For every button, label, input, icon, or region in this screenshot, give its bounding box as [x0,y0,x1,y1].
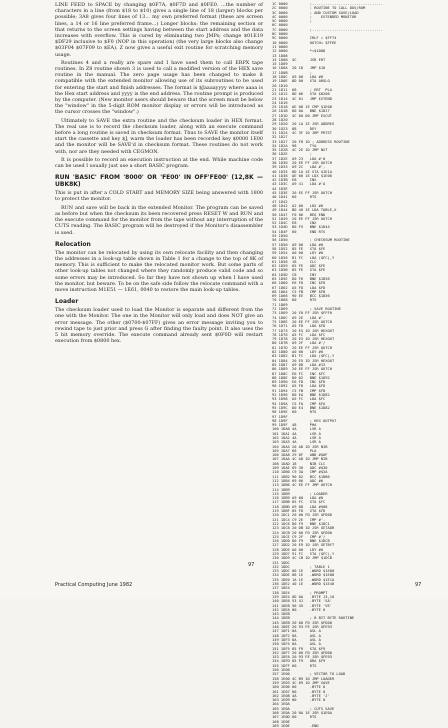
listing-line: 77 1D73 20 E5 1D JSR HEXOUT [272,328,335,333]
listing-line: 158 1E00 4C B9 1D JMP LOADER [272,676,335,681]
heading-basic-run: RUN 'BASIC' FROM '8000' OR 'FE00' IN OFF'FE00' (12,8K — UBK8K) [55,174,263,189]
listing-line: 166 1E0A 20 0A 1E JSR $1E0A [272,710,332,715]
listing-line: 92 1D96 D0 EA BNE $1D82 [272,393,330,398]
listing-line: 125 1DCE C9 2F CMP #'/ [272,534,326,539]
listing-line: 38 1D30 20 EE FF JSR OUTCH [272,160,332,165]
listing-line: 123 1DC8 20 DB 1D JSR GETADR [272,526,335,531]
listing-line: 66 1D60 E6 FD INC $FD [272,281,326,286]
listing-line: 31 1D24 4C 3F 1D JMP PRTST [272,130,332,135]
listing-line: 104 1DA4 20 AD 1D JSR NIB [272,444,328,449]
listing-line: 122 1DC6 D0 F9 BNE $1DC1 [272,521,330,526]
listing-line: 19 1D0E 8D 00 STA ARGLO [272,79,330,84]
listing-line: 46 1D41 60 RTS [272,195,317,200]
listing-line: 50 1D47 F0 06 BEQ END [272,212,326,217]
listing-line: 22 1D12 8D 06 STA $0206 [272,92,330,97]
listing-line: 167 1E0D 60 RTS [272,715,317,720]
listing-line: 55 1D50 [272,234,288,239]
listing-line: 79 1D78 20 E5 1D JSR HEXOUT [272,337,335,342]
listing-line: 87 1D8C E6 FC INC $FC [272,371,326,376]
listing-line: 42 1D3B E8 INX [272,178,317,183]
paragraph: This is put in after a COLD START and MEMORY SIZE being answered with 1800 to protect the monitor. [55,190,263,203]
listing-line: 152 1DF7 20 00 FD JSR $FD00 [272,650,332,655]
listing-line: 43 1D3C A9 41 LDA #'A [272,182,326,187]
listing-line: 85 1D87 A9 0D LDA #13 [272,362,326,367]
listing-line: 163 1E09 00 .BYTE 0 [272,698,326,703]
listing-line: 96 1D9E 60 RTS [272,410,317,415]
listing-line: 71 1D69 [272,302,288,307]
listing-line: 142 1DEA 00 .BYTE 0 [272,607,326,612]
listing-line: 67 1D62 A5 FD LDA $FD [272,285,326,290]
listing-line: 82 1D80 A0 00 LDY #0 [272,350,324,355]
listing-line: 89 1D90 E6 FD INC $FD [272,380,326,385]
listing-line: 117 1DBB 85 FC STA $FC [272,500,326,505]
listing-line: 78 1D76 A5 FC LDA $FC [272,332,326,337]
listing-line: 12 0000 *=$1D08 [272,49,326,54]
paragraph: Routines 4 and a really are spare and I have used them to call ERPX tape routines. In Z8 routine shown 3 is used to call a modified version of the HEX save routine in the manual. The zero page usage has been changed to make it compatible with the extended monitor allowing use of its subroutines to be used for entering the start and finish addresses. The format is $Jaaaayyyy where aaaa is the Hex start address and yyyy is the end address. The routine prompt is produced by the computer. (New monitor users should beware that the screen must be below the "window" in the 5-digit ROM monitor display or errors will be introduced as the cursor crosses the "window".) [55,59,263,116]
listing-line: 57 1D50 A9 00 LDA #0 [272,242,324,247]
listing-line: 146 1DEE 20 93 FE JSR $FE93 [272,625,332,630]
listing-line: 54 1D4F 60 END RTS [272,229,326,234]
listing-line: 36 1D2E ; [272,152,312,157]
listing-line: 153 1DFA 20 93 FE JSR $FE93 [272,655,332,660]
listing-line: 40 1D35 8D 1A 1E STA $1E1A [272,169,332,174]
listing-line: 110 1DB0 C9 3A CMP #$3A [272,470,328,475]
listing-line: 99 1D9F 48 PHA [272,423,317,428]
listing-line: 41 1D38 AE 06 1E LDX $1E06 [272,173,332,178]
listing-line: 149 1DF3 0A ASL A [272,637,321,642]
listing-line: 161 1E07 00 .BYTE 0 [272,689,326,694]
listing-line: 59 1D54 A0 00 LDY #0 [272,251,324,256]
listing-line: 15 1D09 [272,62,288,67]
listing-line: 34 1D2A 98 TYA [272,143,317,148]
listing-line: 3C 0000 ; AND CUSTOM SAVE/LOAD [272,10,359,15]
paragraph: RUN and save will be back in the extended Monitor. The program can be saved as before but when the checksum its been recovered press RESET W and RUN and the execute command for the monitor from the tape without any interruption of the CUTS reading. The BASIC program will be destroyed if the Monitor's disassembler is used. [55,204,263,236]
listing-line: 64 1D5D C8 INY [272,272,317,277]
listing-line: 108 1DAD 18 NIB CLC [272,461,326,466]
listing-line: 86 1D89 20 EE FF JSR OUTCH [272,367,332,372]
footer-page-number: 97 [415,582,422,588]
article-column [55,2,263,572]
paragraph: It is possible to record an execution instruction at the end. While machine code can be used I usually just use a short BASIC program. [55,156,263,170]
listing-line: 112 1DB4 69 06 ADC #6 [272,478,324,483]
listing-line: 27 1D1D 4C 00 00 JMP EXCUT [272,113,332,118]
listing-line: 10 0000 OUTCH= $FFEE [272,40,337,45]
listing-line: 97 1D9F [272,414,288,419]
listing-line: 98 1D9F ; HEX OUTPUT [272,418,337,423]
listing-line: 169 1E0E .END [272,723,319,728]
listing-line: 130 1DD9 4C CB 1D JMP $1DCB [272,556,332,561]
listing-line: 114 1DB9 [272,487,290,492]
listing-line: 62 1D59 65 FE ADC $FE [272,264,326,269]
listing-line: 29 1D20 20 1A 1E JSR ADDRES [272,122,335,127]
listing-line: 32 1D27 [272,135,288,140]
listing-line: 136 1DE2 40 1E .WORD $1E40 [272,582,335,587]
listing-line: 143 1DEB [272,612,290,617]
paragraph: The checksum loader used to load the Monitor is separate and different from the one with the Monitor. The one in the Monitor will only load and does NOT give an error message. The other ($0700-$07FF) gives an error message inviting you to rewind tape to just prior and press G after finding the faulty point. It also uses the 5 bit memory override. The execute command already sent $0F0D will restart execution from $0800 hex. [55,307,263,345]
listing-line: 84 1D84 20 E5 1D JSR HEXOUT [272,358,335,363]
listing-line: 121 1DC4 C9 2E CMP #'. [272,517,326,522]
listing-line: 154 1DFD 05 F9 ORA $F9 [272,659,326,664]
listing-line: 51 1D49 20 EE FF JSR OUTCH [272,216,332,221]
listing-line: 141 1DE8 56 45 .BYTE 'VE' [272,603,332,608]
listing-line: 68 1D64 C5 FB CMP $FB [272,289,326,294]
listing-line: 103 1DA3 4A LSR A [272,440,321,445]
column-page-number: 97 [248,562,255,568]
listing-line: 81 1D7D 20 EE FF JSR OUTCH [272,345,332,350]
listing-line: 124 1DCB 20 00 FD JSR $FD00 [272,530,332,535]
listing-line: 26 1D1B D0 0A BNE $1D27 [272,109,330,114]
listing-line: 128 1DD5 A0 00 LDY #0 [272,547,324,552]
listing-line: 80 1D7B A9 2F LDA #'/ [272,341,326,346]
listing-line: 116 1DB9 A9 00 LDA #0 [272,496,324,501]
paragraph: The monitor can be relocated by using its own relocate facility and then changing the addresses in a look-up table shown in Table 1 for a change to the top of 8K of memory. This is sufficient to make the relocated monitor work. But some parts of other look-up tables not changed where they randomly produce valid code and so some errors may be introduced. So far they have not shown up when I have used the monitor, but beware. To be on the safe side follow the relocate command with a move instruction M1E51 — 1E61, 0040 to restore the main look-up tables. [55,249,263,293]
listing-line: 24 1D16 [272,100,288,105]
listing-line: 155 1DFF 60 RTS [272,663,317,668]
listing-line: 23 1D14 4C 01 JMP EXTEND [272,96,332,101]
listing-line: 119 1DBF 85 FD STA $FD [272,509,326,514]
listing-line: 83 1D82 B1 FC LDA ($FC),Y [272,354,335,359]
listing-line: 69 1D66 90 EE BCC $1D56 [272,294,330,299]
paragraph: Ultimately to SAVE the extra routine and the checksum loader in HEX format. The real use is to record the checksum loader, along with an execute command before a long routine is saved in checksum format. Thus to SAVE the monitor itself start the cassette and key $J, warm the loader has been recorded key $0000 1E00 and the monitor will be SAVE'd in checksum format. These routines do not work with, nor are they needed with CEGMON. [55,117,263,155]
listing-line: 63 1D5B 85 FE STA $FE [272,268,326,273]
listing-line: 5C 0000 ; [272,19,312,24]
listing-line: 60 1D56 B1 FC LDA ($FC),Y [272,255,335,260]
listing-line: 8C 0000 [272,32,288,37]
listing-line: 21 1D11 68 ; ERT PLA [272,87,332,92]
listing-line: 168 1E0E [272,719,290,724]
listing-line: 44 1D3E [272,186,288,191]
listing-line: 134 1DDE 08 1E .WORD $1E08 [272,573,335,578]
listing-line: 72 1D69 ; SAVE ROUTINE [272,307,341,312]
listing-line: 138 1DE4 ; PROMPT [272,590,328,595]
paragraphs-top [55,2,263,169]
listing-line: 35 1D2B 4C 2E 1D JMP NXT [272,148,328,153]
heading-relocation: Relocation [55,240,91,248]
listing-line: 162 1E08 4A .BYTE 'J' [272,693,330,698]
listing-line: 45 1D3E 20 EE FF JSR OUTCH [272,191,332,196]
listing-line: 2C 0000 ; ROUTINE TO CALL DOS/ROM [272,6,366,11]
listing-line: 151 1DF5 85 F9 STA $F9 [272,646,326,651]
listing-line: 106 1DA8 29 0F AND #$0F [272,453,328,458]
listing-line: 49 1D44 BD 40 1E LDA TABLE,X [272,208,337,213]
listing-line: 137 1DE4 [272,586,290,591]
listing-line: 109 1DAE 69 30 ADC #$30 [272,466,328,471]
listing-line: 126 1DD0 D0 F9 BNE $1DCB [272,539,330,544]
listing-line: 150 1DF4 0A ASL A [272,642,321,647]
listing-line: 148 1DF2 0A ASL A [272,633,321,638]
listing-line: 11 0000 [272,44,288,49]
footer-publication: Practical Computing June 1982 [55,582,133,588]
listing-line: 140 1DE6 53 41 .BYTE 'SA' [272,599,332,604]
listing-line: 28 1D20 [272,118,288,123]
listing-line: 37 1D2E A9 23 LDA #'# [272,156,326,161]
listing-line: 75 1D6E 20 EE FF JSR OUTCH [272,319,332,324]
listing-line: 39 1D33 A9 2C LDA #', [272,165,326,170]
listing-line: 120 1DC1 20 00 FD JSR $FD00 [272,513,332,518]
listing-line: 164 1E0A [272,702,290,707]
listing-line: 111 1DB2 90 02 BCC $1DB6 [272,474,330,479]
listing-line: 13 1D08 [272,53,288,58]
listing-line: 91 1D94 C5 FB CMP $FB [272,388,326,393]
listing-line: 25 1D18 AE 08 1E CMP $1E08 [272,105,332,110]
listing-line: 139 1DE4 0D 0A .BYTE 13,10 [272,594,335,599]
listing-line: 7C 0000 ;................................ [272,27,384,32]
listing-line: 115 1DB9 ; LOADER [272,491,328,496]
listing-line: 159 1E03 4C 69 1D JMP SAVE [272,680,330,685]
listing-line: 70 1D68 60 RTS [272,298,317,303]
listing-line: 157 1E00 ; VECTOR TO LOAD [272,672,346,677]
listing-line: 144 1DEB ; 8 BIT BYTE ROUTINE [272,616,355,621]
listing-line: 118 1DBD A9 08 LDA #$08 [272,504,328,509]
listing-line: 94 1D9A C5 FA CMP $FA [272,401,326,406]
listing-line: 76 1D71 A5 FD LDA $FD [272,324,326,329]
listing-line: 90 1D92 A5 FD LDA $FD [272,384,326,389]
listing-line: 102 1DA2 4A LSR A [272,435,321,440]
listing-line: 6C 0000 [272,23,288,28]
listing-line: 52 1D4C E8 INX [272,221,317,226]
listing-line: 93 1D98 A5 FC LDA $FC [272,397,326,402]
listing-line: 1C 0000 ;................................ [272,2,384,6]
listing-line: 133 1DDC 00 1E .WORD $1E00 [272,569,335,574]
listing-line: 17 1D0B ; [272,70,312,75]
listing-line: 58 1D52 85 FE STA $FE [272,246,326,251]
listing-line: 73 1D69 20 F0 FF JSR $FFF0 [272,311,332,316]
listing-line: 129 1DD7 91 FC STA ($FC),Y [272,552,335,556]
listing-line: 101 1DA1 4A LSR A [272,431,321,436]
listing-line: 145 1DEB 20 00 FD JSR $FD00 [272,620,332,625]
listing-line: 33 1D27 20 F8 1D ; ADDRESS ROUTINE [272,139,350,144]
listing-line: 156 1E00 [272,668,290,673]
listing-line: 127 1DD2 20 E9 1D JSR GETBYT [272,543,335,548]
listing-line: 16 1D0A 20 1D JMP $1D [272,66,326,71]
listing-line: 9C 0000 CRLF = $FF74 [272,36,337,41]
listing-line: 105 1DA7 68 PLA [272,448,317,453]
listing-line: 100 1DA0 4A LSR A [272,427,321,432]
listing-line: 65 1D5E D0 F6 BNE $1D56 [272,277,330,281]
listing-line: 160 1E06 00 .BYTE 0 [272,685,326,690]
paragraph: LINE FEED to SPACE by changing $0F7A, $0F7D and $0FE0. ...the number of characters in a line (from $18 to $10) gives a single line of 18 (larger) blocks per possible; 3A8 gives four lines of 13... my own preferred format (these are screen lines, a 14 or 16 line preferred frame...) Longer blocks: the remaining section or that returns to the screen settings having between the start address and the data increases with overflow. This is cured by eliminating two JMPs; change $01E19 $DF29 inclusive to $F0 (NOP in this operation) (the very large blocks also change $03F04 $07F09 to $EA). Z now gives a useful exit routine for scratching memory usage. [55,2,263,58]
listing-line: 165 1E0A ; CUTS SAVE [272,706,335,711]
listing-line: 56 1D50 ; CHECKSUM ROUTINE [272,238,350,243]
listing-line: 47 1D42 [272,199,288,204]
listing-line: 131 1DDC [272,560,290,565]
listing-line: 61 1D58 18 CLC [272,259,317,264]
listing-line: 107 1DAA 4C AD 1D JMP NIB [272,457,328,462]
listing-line: 135 1DE0 1A 1E .WORD $1E1A [272,577,335,582]
listing-line: 14 1D08 4C JSR ERT [272,57,326,62]
listing-line: 53 1D4D D0 F5 BNE $1D44 [272,225,330,230]
listing-line: 4C 0000 ; EXTENDED MONITOR [272,14,357,19]
listing-line: 30 1D23 88 DEY [272,126,317,131]
listing-line: 147 1DF1 0A ASL A [272,629,321,634]
listing-line: 18 1D0C A9 00 LDA #0 [272,75,324,80]
listing-line: 20 1D10 [272,83,288,88]
listing-line: 48 1D42 A2 00 LDX #0 [272,203,324,208]
assembly-listing [272,2,404,728]
heading-loader: Loader [55,298,79,306]
listing-line: 88 1D8E D0 02 BNE $1D92 [272,375,330,380]
listing-line: 95 1D9C D0 E4 BNE $1D82 [272,405,330,410]
listing-line: 113 1DB6 4C EE FF JMP OUTCH [272,483,332,488]
listing-line: 132 1DDC ; TABLE 1 [272,564,330,569]
listing-line: 74 1D6C A9 2E LDA #'. [272,315,326,320]
